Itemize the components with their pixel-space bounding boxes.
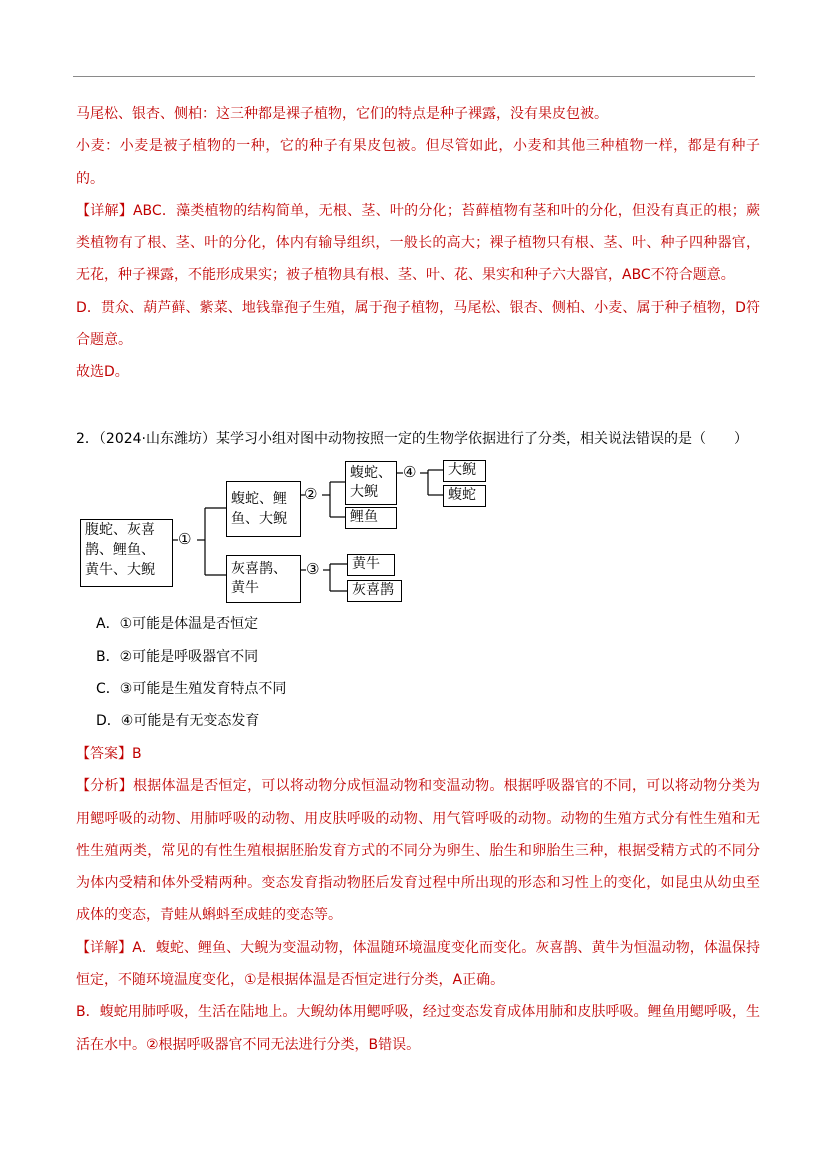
detail-d: D．贯众、葫芦藓、紫菜、地钱靠孢子生殖，属于孢子植物，马尾松、银杏、侧柏、小麦、属于种子植物，D符合题意。	[76, 299, 760, 349]
viper-box: 蝮蛇	[443, 485, 486, 507]
question-stem: 2．（2024·山东潍坊）某学习小组对图中动物按照一定的生物学依据进行了分类，相关说法错误的是（ ）	[76, 431, 748, 447]
root-box: 腹蛇、灰喜鹊、鲤鱼、黄牛、大鲵	[80, 519, 173, 587]
option-c: C．③可能是生殖发育特点不同	[96, 681, 287, 697]
node-1-label: ①	[178, 530, 192, 548]
para-conifers: 马尾松、银杏、侧柏：这三种都是裸子植物，它们的特点是种子裸露，没有果皮包被。	[76, 106, 608, 122]
node-2-label: ②	[304, 485, 318, 503]
answer-line: 【答案】B	[76, 746, 142, 762]
mid-top-box: 蝮蛇、鲤鱼、大鲵	[226, 481, 301, 537]
detail-b-paragraph: B．蝮蛇用肺呼吸，生活在陆地上。大鲵幼体用鳃呼吸，经过变态发育成体用肺和皮肤呼吸。鲤鱼用鳃呼吸，生活在水中。②根据呼吸器官不同无法进行分类，B错误。	[76, 1004, 760, 1053]
option-a: A．①可能是体温是否恒定	[96, 616, 259, 632]
para-wheat: 小麦：小麦是被子植物的一种，它的种子有果皮包被。但尽管如此，小麦和其他三种植物一样，都是有种子的。	[76, 138, 760, 187]
cattle-box: 黄牛	[347, 554, 395, 576]
detail-abc: 【详解】ABC．藻类植物的结构简单，无根、茎、叶的分化；苔藓植物有茎和叶的分化，但没有真正的根；蕨类植物有了根、茎、叶的分化，体内有输导组织，一般长的高大；裸子植物只有根、茎、叶、种子四种器官，无花，种子裸露，不能形成果实；被子植物具有根、茎、叶、花、果实和种子六大器官，ABC不符合题意。	[76, 202, 760, 284]
node-4-label: ④	[403, 463, 417, 481]
salamander-box: 大鲵	[443, 460, 486, 482]
answer-block	[76, 738, 760, 1061]
option-b: B．②可能是呼吸器官不同	[96, 649, 259, 665]
detail-a-paragraph: 【详解】A．蝮蛇、鲤鱼、大鲵为变温动物，体温随环境温度变化而变化。灰喜鹊、黄牛为恒温动物，体温保持恒定，不随环境温度变化，①是根据体温是否恒定进行分类，A正确。	[76, 939, 760, 989]
magpie-box: 灰喜鹊	[347, 580, 402, 602]
option-d: D．④可能是有无变态发育	[96, 713, 260, 729]
mid-bottom-box: 灰喜鹊、黄牛	[226, 555, 301, 603]
carp-box: 鲤鱼	[345, 507, 397, 529]
choose-line: 故选D。	[76, 364, 129, 381]
viper-salamander-box: 蝮蛇、大鲵	[345, 461, 397, 505]
analysis-paragraph: 【分析】根据体温是否恒定，可以将动物分成恒温动物和变温动物。根据呼吸器官的不同，可以将动物分类为用鳃呼吸的动物、用肺呼吸的动物、用皮肤呼吸的动物、用气管呼吸的动物。动物的生殖方式分有性生殖和无性生殖两类，常见的有性生殖根据胚胎发育方式的不同分为卵生、胎生和卵胎生三种，根据受精方式的不同分为体内受精和体外受精两种。变态发育指动物胚后发育过程中所出现的形态和习性上的变化，如昆虫从幼虫至成体的变态，青蛙从蝌蚪至成蛙的变态等。	[76, 778, 760, 924]
node-3-label: ③	[306, 560, 320, 578]
